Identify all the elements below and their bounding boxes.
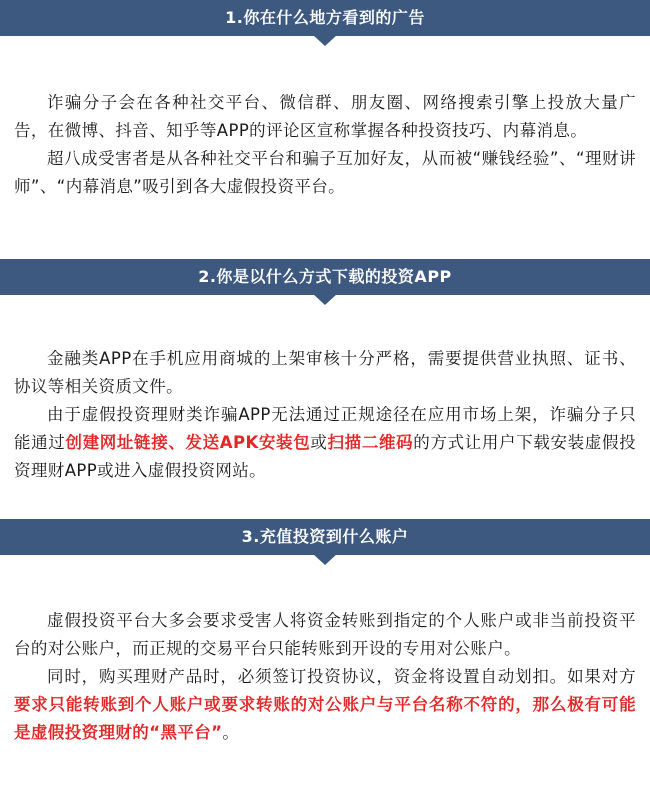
- text-run: 虚假投资平台大多会要求受害人将资金转账到指定的个人账户或非当前投资平台的对公账户，而正规的交易平台只能转账到开设的专用对公账户。: [14, 611, 636, 658]
- highlight-run: 创建网址链接、发送APK安装包: [65, 433, 311, 452]
- text-run: 金融类APP在手机应用商城的上架审核十分严格，需要提供营业执照、证书、协议等相关资质文件。: [14, 349, 636, 396]
- section-3-paragraph-1: [14, 607, 636, 663]
- section-2-header-pointer: [313, 294, 337, 305]
- section-2-body: [14, 345, 636, 485]
- text-run: 超八成受害者是从各种社交平台和骗子互加好友，从而被“赚钱经验”、“理财讲师”、“内幕消息”吸引到各大虚假投资平台。: [14, 149, 636, 196]
- highlight-run: 要求只能转账到个人账户或要求转账的对公账户与平台名称不符的，那么极有可能是虚假投资理财的“黑平台”: [14, 695, 636, 742]
- highlight-run: 扫描二维码: [327, 433, 414, 452]
- text-run: 诈骗分子会在各种社交平台、微信群、朋友圈、网络搜索引擎上投放大量广告，在微博、抖音、知乎等APP的评论区宣称掌握各种投资技巧、内幕消息。: [14, 93, 636, 140]
- section-1-body: [14, 89, 636, 201]
- text-run: 。: [222, 723, 240, 742]
- section-2-paragraph-1: [14, 345, 636, 401]
- section-3-paragraph-2: [14, 663, 636, 747]
- section-1-paragraph-1: [14, 89, 636, 145]
- section-3-body: [14, 607, 636, 747]
- section-2-paragraph-2: [14, 401, 636, 485]
- section-1-title: 1.你在什么地方看到的广告: [225, 8, 425, 27]
- text-run: 由于虚假投资理财类诈骗APP无法通过正规途径在应用市场上架，诈骗分子只能通过: [14, 405, 636, 452]
- section-2-title: 2.你是以什么方式下载的投资APP: [198, 267, 452, 286]
- section-1-header-pointer: [313, 35, 337, 46]
- section-2-header: [0, 259, 650, 295]
- section-3-header-pointer: [313, 554, 337, 565]
- text-run: 同时，购买理财产品时，必须签订投资协议，资金将设置自动划扣。如果对方: [47, 667, 636, 686]
- section-1-paragraph-2: [14, 145, 636, 201]
- section-3-title: 3.充值投资到什么账户: [241, 527, 409, 546]
- text-run: 的方式让用户下载安装虚假投资理财APP或进入虚假投资网站。: [14, 433, 637, 480]
- section-3-header: [0, 519, 650, 555]
- text-run: 或: [310, 433, 328, 452]
- section-1-header: [0, 0, 650, 36]
